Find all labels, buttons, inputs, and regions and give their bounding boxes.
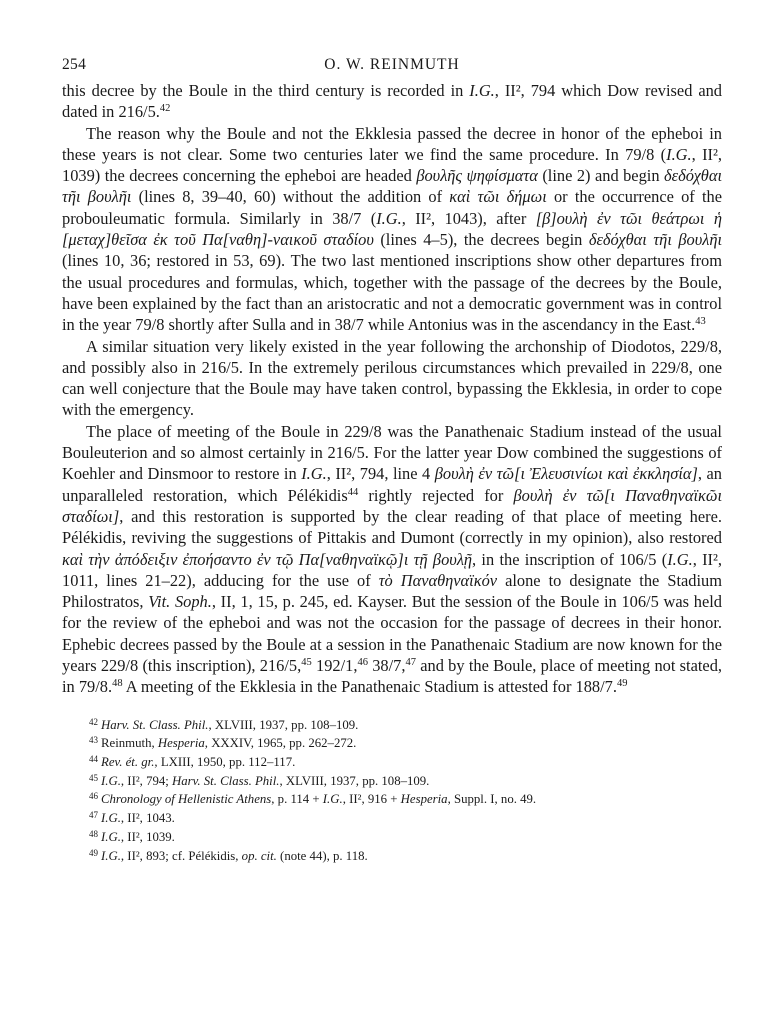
footnote-number: 44: [89, 754, 98, 765]
text-run: 192/1,: [311, 656, 358, 676]
paragraph: [62, 421, 722, 698]
running-head: [62, 52, 722, 80]
footnote-reference[interactable]: 42: [159, 103, 171, 115]
text-run: A similar situation very likely existed in the year following the archonship of Diodotos, 229/8, and possibly also in 216/5. In the extremely perilous circumstances which prevailed in 229/8, one can well conjecture that the Boule may have taken control, bypassing the Ekklesia, in order to cope with the emergency.: [62, 336, 722, 420]
text-run: , II², 1039) the decrees concerning the epheboi are headed: [62, 144, 723, 186]
italic-text: I.G.: [101, 773, 121, 788]
italic-text: Hesperia: [400, 792, 448, 807]
footnote-reference[interactable]: 48: [112, 678, 123, 690]
text-run: this decree by the Boule in the third century is recorded in: [62, 81, 470, 100]
italic-text: I.G.: [101, 811, 121, 826]
italic-text: Rev. ét. gr.: [101, 755, 155, 770]
italic-text: I.G.: [376, 208, 402, 228]
text-run: , II², 916 +: [342, 792, 401, 807]
italic-text: I.G.: [322, 792, 343, 807]
italic-text: I.G.: [101, 829, 121, 844]
italic-text: Vit. Soph.: [148, 592, 212, 612]
footnote-reference[interactable]: 43: [695, 316, 706, 328]
footnote: [89, 733, 722, 752]
italic-text: τὸ Παναθηναϊκόν: [378, 570, 498, 590]
running-head-author: O. W. REINMUTH: [324, 56, 460, 73]
footnote-reference[interactable]: 45: [301, 657, 312, 669]
body-text: [62, 80, 722, 698]
text-run: and by the Boule, place of meeting not stated, in 79/8.: [62, 656, 722, 697]
text-run: , p. 114 +: [271, 792, 323, 807]
footnote-reference[interactable]: 47: [405, 657, 416, 669]
text-run: , II², 794 which Dow revised and dated in 216/5.: [62, 81, 723, 122]
italic-text: Harv. St. Class. Phil.: [172, 773, 280, 788]
text-run: , Suppl. I, no. 49.: [447, 792, 537, 807]
italic-text: Chronology of Hellenistic Athens: [101, 792, 272, 807]
footnote-reference[interactable]: 44: [347, 486, 359, 498]
text-run: A meeting of the Ekklesia in the Panathenaic Stadium is attested for 188/7.: [122, 677, 617, 697]
text-run: (note 44), p. 118.: [276, 848, 368, 863]
text-run: , an unparalleled restoration, which Pélékidis: [62, 464, 722, 505]
text-run: , II², 893; cf. Pélékidis,: [120, 848, 242, 863]
italic-text: καὶ τὴν ἀπόδειξιν ἐποήσαντο ἐν τῷ Πα[ναθηναϊκῷ]ι τῇ βουλῇ: [62, 549, 473, 569]
italic-text: δεδόχθαι τῆι βουλῆι: [62, 166, 722, 207]
text-run: 38/7,: [367, 656, 406, 676]
text-run: , II, 1, 15, p. 245, ed. Kayser. But the session of the Boule in 106/5 was held for the review of the epheboi and was not the occasion for the passage of decrees in their honor. Ephebic decrees passed by the Boule at a session in the Panathenaic Stadium are now known for the years 229/8 (this inscription), 216/5,: [62, 592, 722, 676]
footnote-number: 46: [89, 791, 98, 802]
italic-text: καὶ τῶι δήμωι: [449, 187, 547, 207]
italic-text: op. cit.: [241, 848, 277, 863]
italic-text: I.G.: [301, 464, 327, 484]
text-run: , II², 1011, lines 21–22), adducing for the use of: [62, 549, 722, 590]
paragraph: [62, 336, 722, 421]
text-run: alone to designate the Stadium Philostratos,: [62, 570, 722, 612]
text-run: (lines 4–5), the decrees begin: [373, 230, 589, 250]
footnote-number: 45: [89, 772, 98, 783]
italic-text: Hesperia: [157, 736, 205, 751]
text-run: , XXXIV, 1965, pp. 262–272.: [204, 736, 357, 751]
journal-page: [62, 52, 722, 864]
text-run: , in the inscription of 106/5 (: [472, 549, 668, 569]
text-run: or the occurrence of the probouleumatic formula. Similarly in 38/7 (: [62, 187, 722, 228]
text-run: (lines 10, 36; restored in 53, 69). The two last mentioned inscriptions show other departures from the usual procedures and formulas, which, together with the passage of the decrees by the Boule, have been explained by the fact than an aristocratic and not a democratic government was in control in the year 79/8 shortly after Sulla and in 38/7 while Antonius was in the ascendancy in the East.: [62, 251, 722, 335]
text-run: rightly rejected for: [358, 485, 514, 505]
italic-text: βουλὴ ἐν τῶ[ι Ἐλευσινίωι καὶ ἐκκλησία]: [434, 464, 698, 484]
italic-text: βουλῆς ψηφίσματα: [416, 166, 538, 186]
footnote: [89, 846, 722, 865]
footnotes: [62, 715, 722, 865]
italic-text: δεδόχθαι τῆι βουλῆι: [588, 230, 723, 250]
page-number: 254: [62, 56, 87, 73]
text-run: , II², 794;: [120, 773, 173, 788]
text-run: , XLVIII, 1937, pp. 108–109.: [208, 717, 359, 732]
footnote-number: 42: [89, 716, 98, 727]
paragraph: [62, 80, 722, 123]
footnote: [89, 789, 722, 808]
italic-text: [β]ουλὴ ἐν τῶι θεάτρωι ἡ [μεταχ]θεῖσα ἐκ τοῦ Πα[ναθη]-ναικοῦ σταδίου: [62, 208, 722, 250]
text-run: , LXIII, 1950, pp. 112–117.: [154, 755, 296, 770]
text-run: , XLVIII, 1937, pp. 108–109.: [279, 773, 430, 788]
italic-text: I.G.: [469, 81, 495, 100]
footnote-number: 49: [89, 847, 98, 858]
text-run: (lines 8, 39–40, 60) without the addition of: [131, 187, 450, 207]
italic-text: Harv. St. Class. Phil.: [101, 717, 209, 732]
footnote: [89, 771, 722, 790]
footnote: [89, 715, 722, 734]
text-run: , II², 1043), after: [401, 208, 536, 228]
footnote-reference[interactable]: 46: [357, 657, 368, 669]
footnote: [89, 752, 722, 771]
italic-text: I.G.: [666, 144, 692, 164]
text-run: (line 2) and begin: [537, 166, 665, 186]
text-run: , and this restoration is supported by the clear reading of that place of meeting here. Pélékidis, reviving the suggestions of Pittakis and Dumont (correctly in my opinion), also restored: [62, 506, 722, 548]
text-run: , II², 1043.: [120, 811, 175, 826]
paragraph: [62, 123, 722, 336]
italic-text: I.G.: [667, 549, 693, 569]
italic-text: I.G.: [101, 848, 121, 863]
italic-text: βουλὴ ἐν τῶ[ι Παναθηναϊκῶι σταδίωι]: [62, 485, 723, 526]
footnote-number: 43: [89, 735, 98, 746]
footnote-number: 48: [89, 828, 98, 839]
footnote: [89, 827, 722, 846]
footnote-reference[interactable]: 49: [616, 678, 628, 690]
text-run: The reason why the Boule and not the Ekklesia passed the decree in honor of the epheboi in these years is not clear. Some two centuries later we find the same procedure. In 79/8 (: [62, 123, 722, 164]
text-run: The place of meeting of the Boule in 229/8 was the Panathenaic Stadium instead of the usual Bouleuterion and so almost certainly in 216/5. For the latter year Dow combined the suggestions of Koehler and Dinsmoor to restore in: [62, 421, 722, 484]
text-run: , II², 794, line 4: [326, 464, 435, 484]
text-run: Reinmuth,: [101, 736, 158, 751]
footnote-number: 47: [89, 810, 98, 821]
text-run: , II², 1039.: [120, 829, 175, 844]
footnote: [89, 808, 722, 827]
